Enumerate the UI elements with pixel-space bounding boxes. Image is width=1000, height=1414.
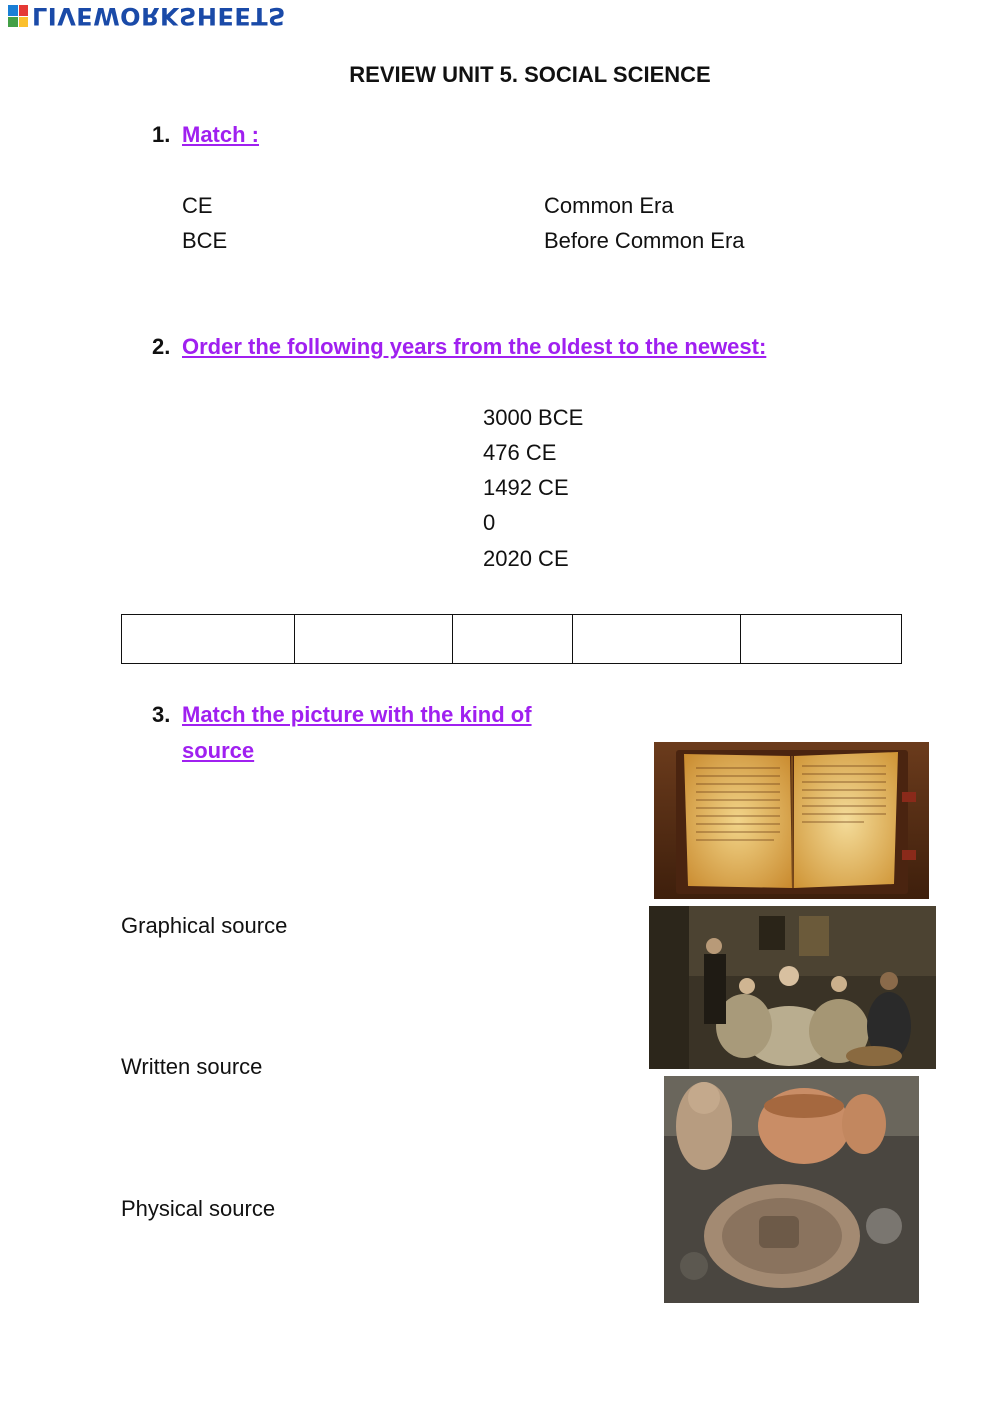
question-3-text-line1: Match the picture with the kind of <box>182 702 532 727</box>
source-label-graphical: Graphical source <box>121 913 288 938</box>
answer-cell[interactable] <box>294 615 453 664</box>
answer-cell[interactable] <box>741 615 902 664</box>
question-3-heading <box>152 702 622 772</box>
question-2-number: 2. <box>152 334 171 359</box>
old-book-picture[interactable] <box>654 742 929 899</box>
match-left-item: BCE <box>182 228 228 253</box>
year-item: 0 <box>483 510 496 535</box>
match-right-item: Common Era <box>544 193 674 218</box>
liveworksheets-logo <box>8 4 286 28</box>
order-answer-table <box>121 614 902 664</box>
source-label-written: Written source <box>121 1054 263 1079</box>
answer-cell[interactable] <box>453 615 573 664</box>
year-item: 476 CE <box>483 440 557 465</box>
question-1-text: Match : <box>182 122 259 147</box>
painting-picture[interactable] <box>649 906 936 1069</box>
question-3-text-line2: source <box>182 738 255 763</box>
question-1-heading <box>152 122 852 152</box>
artifacts-picture[interactable] <box>664 1076 919 1303</box>
match-left-item: CE <box>182 193 213 218</box>
match-right-item: Before Common Era <box>544 228 745 253</box>
question-2-text: Order the following years from the oldest to the newest: <box>182 334 767 359</box>
question-2-heading <box>152 334 912 364</box>
logo-wordmark: LIVEWORKSHEETS <box>32 2 286 30</box>
source-label-physical: Physical source <box>121 1196 276 1221</box>
year-item: 2020 CE <box>483 546 569 571</box>
year-item: 1492 CE <box>483 475 569 500</box>
page-title: REVIEW UNIT 5. SOCIAL SCIENCE <box>349 62 711 87</box>
question-3-number: 3. <box>152 702 171 727</box>
question-1-number: 1. <box>152 122 171 147</box>
answer-cell[interactable] <box>572 615 741 664</box>
logo-cube-icon <box>8 5 28 27</box>
answer-cell[interactable] <box>122 615 295 664</box>
year-item: 3000 BCE <box>483 405 584 430</box>
